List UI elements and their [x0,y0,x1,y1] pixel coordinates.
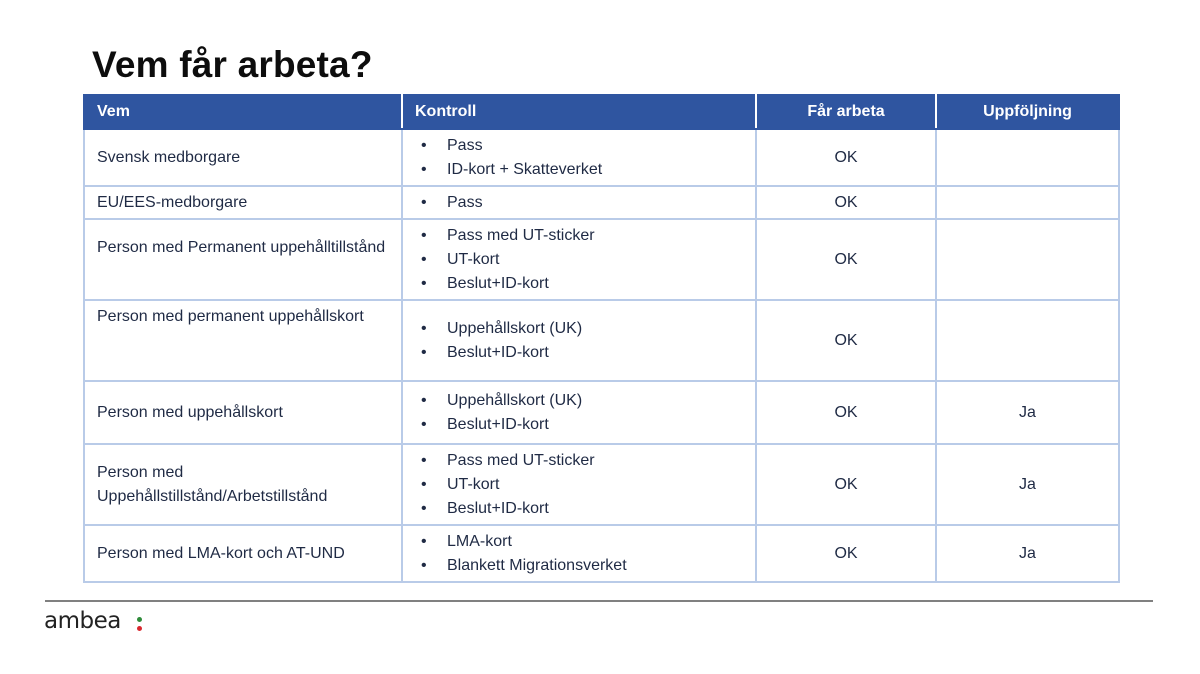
cell-followup: Ja [936,444,1119,525]
cell-who: Svensk medborgare [84,129,402,186]
control-item: • Beslut+ID-kort [415,341,743,365]
table-row [84,381,1119,444]
cell-followup [936,186,1119,219]
header-vem: Vem [84,95,402,129]
cell-controls [402,219,756,300]
control-item: • Pass med UT-sticker [415,224,743,248]
cell-who: Person med uppehållskort [84,381,402,444]
cell-work: OK [756,444,936,525]
logo-dot-green [137,617,142,622]
cell-followup: Ja [936,525,1119,582]
cell-work: OK [756,381,936,444]
cell-work: OK [756,219,936,300]
cell-who: Person med Permanent uppehålltillstånd [84,219,402,300]
control-item: • UT-kort [415,473,743,497]
footer-divider [45,600,1153,602]
table-row [84,525,1119,582]
control-item: • Beslut+ID-kort [415,272,743,296]
cell-followup: Ja [936,381,1119,444]
header-uppfoljning: Uppföljning [936,95,1119,129]
control-item: • Pass [415,134,743,158]
control-item: • Blankett Migrationsverket [415,554,743,578]
cell-controls [402,444,756,525]
work-permit-table [83,94,1120,583]
logo-dot-red [137,626,142,631]
table-header-row [84,95,1119,129]
control-item: • Pass med UT-sticker [415,449,743,473]
control-item: • UT-kort [415,248,743,272]
header-far-arbeta: Får arbeta [756,95,936,129]
cell-work: OK [756,186,936,219]
cell-followup [936,219,1119,300]
control-item: • Beslut+ID-kort [415,413,743,437]
table-row [84,219,1119,300]
control-item: • Beslut+ID-kort [415,497,743,521]
cell-controls [402,129,756,186]
logo-dots-icon [137,617,143,633]
cell-who: Person med LMA-kort och AT-UND [84,525,402,582]
cell-work: OK [756,300,936,381]
ambea-logo: ambea [44,608,121,634]
table-row [84,129,1119,186]
cell-who: Person med permanent uppehållskort [84,300,402,381]
cell-work: OK [756,525,936,582]
control-item: • Uppehållskort (UK) [415,317,743,341]
control-item: • Pass [415,191,743,215]
table-row [84,300,1119,381]
table-row [84,444,1119,525]
cell-who: EU/EES-medborgare [84,186,402,219]
cell-controls [402,186,756,219]
cell-followup [936,129,1119,186]
cell-controls [402,300,756,381]
header-kontroll: Kontroll [402,95,756,129]
cell-who: Person med Uppehållstillstånd/Arbetstillstånd [84,444,402,525]
table-row [84,186,1119,219]
control-item: • LMA-kort [415,530,743,554]
cell-controls [402,381,756,444]
cell-followup [936,300,1119,381]
slide-title: Vem får arbeta? [92,44,373,85]
control-item: • Uppehållskort (UK) [415,389,743,413]
control-item: • ID-kort + Skatteverket [415,158,743,182]
cell-work: OK [756,129,936,186]
cell-controls [402,525,756,582]
